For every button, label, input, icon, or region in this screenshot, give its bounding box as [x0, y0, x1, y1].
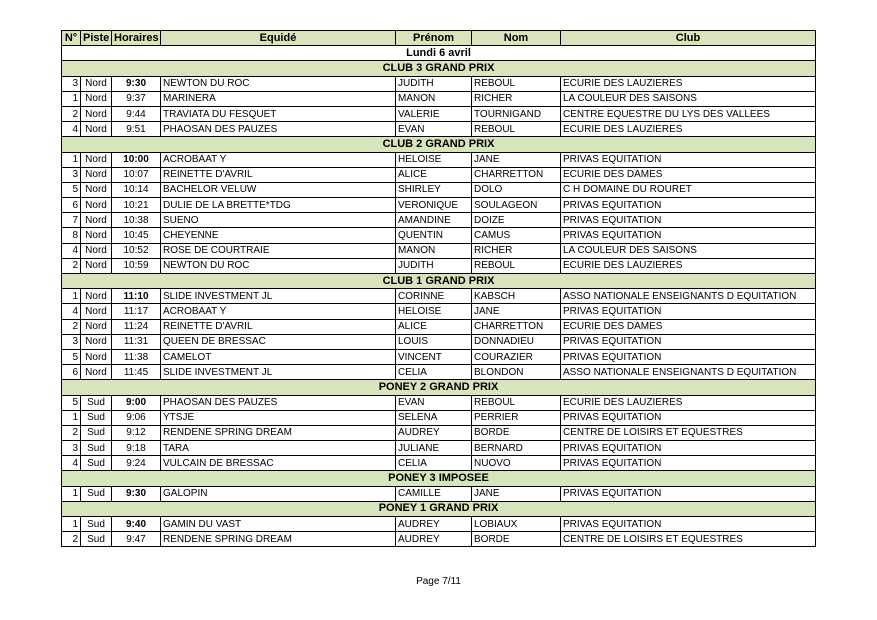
- table-row: [62, 334, 816, 349]
- header-piste: Piste: [81, 31, 112, 46]
- cell-piste: Nord: [81, 182, 112, 197]
- table-row: [62, 365, 816, 380]
- cell-horaires: 9:44: [112, 106, 161, 121]
- table-row: [62, 122, 816, 137]
- cell-equide: SLIDE INVESTMENT JL: [161, 365, 396, 380]
- cell-prenom: ALICE: [396, 167, 472, 182]
- cell-club: PRIVAS EQUITATION: [561, 198, 816, 213]
- cell-num: 2: [62, 319, 81, 334]
- cell-nom: BORDE: [472, 425, 561, 440]
- section-title: PONEY 2 GRAND PRIX: [62, 380, 816, 395]
- table-row: [62, 167, 816, 182]
- cell-nom: TOURNIGAND: [472, 106, 561, 121]
- cell-horaires: 11:10: [112, 289, 161, 304]
- cell-piste: Nord: [81, 213, 112, 228]
- cell-horaires: 11:17: [112, 304, 161, 319]
- cell-prenom: QUENTIN: [396, 228, 472, 243]
- cell-piste: Nord: [81, 122, 112, 137]
- cell-club: ECURIE DES LAUZIERES: [561, 76, 816, 91]
- table-row: [62, 349, 816, 364]
- section-header: [62, 380, 816, 395]
- table-row: [62, 456, 816, 471]
- cell-num: 1: [62, 289, 81, 304]
- cell-club: ECURIE DES LAUZIERES: [561, 258, 816, 273]
- cell-horaires: 9:47: [112, 532, 161, 547]
- cell-num: 1: [62, 410, 81, 425]
- cell-piste: Sud: [81, 517, 112, 532]
- section-header: [62, 501, 816, 516]
- date-row: [62, 46, 816, 61]
- cell-piste: Sud: [81, 532, 112, 547]
- cell-piste: Nord: [81, 76, 112, 91]
- cell-prenom: VALERIE: [396, 106, 472, 121]
- section-title: CLUB 3 GRAND PRIX: [62, 61, 816, 76]
- cell-horaires: 10:07: [112, 167, 161, 182]
- cell-equide: SLIDE INVESTMENT JL: [161, 289, 396, 304]
- cell-horaires: 10:52: [112, 243, 161, 258]
- cell-prenom: ALICE: [396, 319, 472, 334]
- cell-nom: REBOUL: [472, 122, 561, 137]
- cell-num: 5: [62, 349, 81, 364]
- cell-equide: DULIE DE LA BRETTE*TDG: [161, 198, 396, 213]
- cell-prenom: SHIRLEY: [396, 182, 472, 197]
- cell-prenom: JUDITH: [396, 258, 472, 273]
- cell-club: PRIVAS EQUITATION: [561, 213, 816, 228]
- cell-num: 8: [62, 228, 81, 243]
- cell-nom: CAMUS: [472, 228, 561, 243]
- section-header: [62, 61, 816, 76]
- cell-horaires: 10:14: [112, 182, 161, 197]
- cell-horaires: 9:12: [112, 425, 161, 440]
- header-num: N°: [62, 31, 81, 46]
- cell-prenom: CAMILLE: [396, 486, 472, 501]
- cell-prenom: LOUIS: [396, 334, 472, 349]
- cell-num: 5: [62, 395, 81, 410]
- cell-piste: Nord: [81, 319, 112, 334]
- cell-club: PRIVAS EQUITATION: [561, 228, 816, 243]
- cell-prenom: AMANDINE: [396, 213, 472, 228]
- cell-num: 4: [62, 456, 81, 471]
- header-horaires: Horaires: [112, 31, 161, 46]
- cell-club: C H DOMAINE DU ROURET: [561, 182, 816, 197]
- header-prenom: Prénom: [396, 31, 472, 46]
- cell-equide: YTSJE: [161, 410, 396, 425]
- cell-num: 4: [62, 304, 81, 319]
- table-row: [62, 258, 816, 273]
- table-row: [62, 441, 816, 456]
- cell-horaires: 11:45: [112, 365, 161, 380]
- cell-nom: RICHER: [472, 91, 561, 106]
- date-label: Lundi 6 avril: [62, 46, 816, 61]
- cell-horaires: 11:38: [112, 349, 161, 364]
- cell-equide: ROSE DE COURTRAIE: [161, 243, 396, 258]
- cell-horaires: 10:45: [112, 228, 161, 243]
- cell-prenom: AUDREY: [396, 532, 472, 547]
- cell-piste: Nord: [81, 91, 112, 106]
- cell-piste: Nord: [81, 152, 112, 167]
- cell-horaires: 9:06: [112, 410, 161, 425]
- cell-equide: GAMIN DU VAST: [161, 517, 396, 532]
- cell-club: CENTRE DE LOISIRS ET EQUESTRES: [561, 532, 816, 547]
- header-club: Club: [561, 31, 816, 46]
- cell-equide: RENDENE SPRING DREAM: [161, 425, 396, 440]
- cell-horaires: 9:51: [112, 122, 161, 137]
- cell-piste: Nord: [81, 365, 112, 380]
- cell-nom: JANE: [472, 304, 561, 319]
- section-title: PONEY 3 IMPOSEE: [62, 471, 816, 486]
- cell-nom: DOIZE: [472, 213, 561, 228]
- table-row: [62, 410, 816, 425]
- cell-piste: Sud: [81, 441, 112, 456]
- cell-piste: Nord: [81, 258, 112, 273]
- cell-num: 4: [62, 122, 81, 137]
- cell-club: PRIVAS EQUITATION: [561, 456, 816, 471]
- cell-horaires: 9:40: [112, 517, 161, 532]
- cell-prenom: MANON: [396, 243, 472, 258]
- cell-club: LA COULEUR DES SAISONS: [561, 91, 816, 106]
- cell-prenom: EVAN: [396, 395, 472, 410]
- cell-club: CENTRE DE LOISIRS ET EQUESTRES: [561, 425, 816, 440]
- table-row: [62, 289, 816, 304]
- table-row: [62, 152, 816, 167]
- cell-club: ASSO NATIONALE ENSEIGNANTS D EQUITATION: [561, 365, 816, 380]
- section-title: CLUB 2 GRAND PRIX: [62, 137, 816, 152]
- cell-nom: NUOVO: [472, 456, 561, 471]
- cell-club: PRIVAS EQUITATION: [561, 486, 816, 501]
- cell-nom: REBOUL: [472, 258, 561, 273]
- cell-club: PRIVAS EQUITATION: [561, 349, 816, 364]
- cell-num: 2: [62, 532, 81, 547]
- header-row: [62, 31, 816, 46]
- cell-club: PRIVAS EQUITATION: [561, 517, 816, 532]
- table-row: [62, 213, 816, 228]
- cell-prenom: JULIANE: [396, 441, 472, 456]
- cell-num: 3: [62, 441, 81, 456]
- cell-nom: CHARRETTON: [472, 319, 561, 334]
- cell-piste: Nord: [81, 243, 112, 258]
- cell-num: 1: [62, 517, 81, 532]
- cell-equide: TRAVIATA DU FESQUET: [161, 106, 396, 121]
- cell-num: 1: [62, 486, 81, 501]
- cell-piste: Nord: [81, 304, 112, 319]
- cell-club: PRIVAS EQUITATION: [561, 441, 816, 456]
- cell-nom: CHARRETTON: [472, 167, 561, 182]
- cell-club: ECURIE DES DAMES: [561, 319, 816, 334]
- cell-num: 5: [62, 182, 81, 197]
- cell-prenom: EVAN: [396, 122, 472, 137]
- cell-club: CENTRE EQUESTRE DU LYS DES VALLEES: [561, 106, 816, 121]
- table-row: [62, 198, 816, 213]
- cell-num: 2: [62, 106, 81, 121]
- cell-equide: VULCAIN DE BRESSAC: [161, 456, 396, 471]
- cell-equide: TARA: [161, 441, 396, 456]
- section-header: [62, 137, 816, 152]
- cell-nom: SOULAGEON: [472, 198, 561, 213]
- table-row: [62, 243, 816, 258]
- cell-num: 7: [62, 213, 81, 228]
- cell-horaires: 9:30: [112, 486, 161, 501]
- cell-piste: Nord: [81, 106, 112, 121]
- cell-nom: JANE: [472, 152, 561, 167]
- header-nom: Nom: [472, 31, 561, 46]
- cell-equide: PHAOSAN DES PAUZES: [161, 122, 396, 137]
- cell-equide: RENDENE SPRING DREAM: [161, 532, 396, 547]
- cell-horaires: 11:31: [112, 334, 161, 349]
- cell-piste: Nord: [81, 228, 112, 243]
- cell-num: 6: [62, 365, 81, 380]
- cell-nom: COURAZIER: [472, 349, 561, 364]
- cell-nom: LOBIAUX: [472, 517, 561, 532]
- cell-num: 2: [62, 258, 81, 273]
- cell-equide: REINETTE D'AVRIL: [161, 167, 396, 182]
- table-row: [62, 517, 816, 532]
- cell-piste: Sud: [81, 486, 112, 501]
- cell-club: ASSO NATIONALE ENSEIGNANTS D EQUITATION: [561, 289, 816, 304]
- cell-equide: NEWTON DU ROC: [161, 76, 396, 91]
- cell-piste: Nord: [81, 349, 112, 364]
- cell-piste: Sud: [81, 395, 112, 410]
- cell-piste: Sud: [81, 456, 112, 471]
- cell-horaires: 9:00: [112, 395, 161, 410]
- cell-num: 4: [62, 243, 81, 258]
- cell-horaires: 10:59: [112, 258, 161, 273]
- cell-nom: REBOUL: [472, 76, 561, 91]
- table-row: [62, 304, 816, 319]
- table-row: [62, 319, 816, 334]
- cell-num: 3: [62, 334, 81, 349]
- cell-club: ECURIE DES DAMES: [561, 167, 816, 182]
- cell-prenom: VINCENT: [396, 349, 472, 364]
- cell-prenom: CELIA: [396, 456, 472, 471]
- cell-equide: ACROBAAT Y: [161, 152, 396, 167]
- cell-horaires: 9:30: [112, 76, 161, 91]
- cell-piste: Nord: [81, 198, 112, 213]
- cell-num: 2: [62, 425, 81, 440]
- cell-club: PRIVAS EQUITATION: [561, 410, 816, 425]
- cell-prenom: CORINNE: [396, 289, 472, 304]
- cell-nom: BORDE: [472, 532, 561, 547]
- cell-horaires: 9:37: [112, 91, 161, 106]
- table-row: [62, 76, 816, 91]
- cell-horaires: 10:38: [112, 213, 161, 228]
- cell-nom: BERNARD: [472, 441, 561, 456]
- cell-club: PRIVAS EQUITATION: [561, 304, 816, 319]
- table-row: [62, 182, 816, 197]
- cell-nom: BLONDON: [472, 365, 561, 380]
- cell-horaires: 11:24: [112, 319, 161, 334]
- cell-equide: CAMELOT: [161, 349, 396, 364]
- cell-num: 3: [62, 167, 81, 182]
- cell-club: ECURIE DES LAUZIERES: [561, 395, 816, 410]
- table-row: [62, 91, 816, 106]
- cell-prenom: HELOISE: [396, 304, 472, 319]
- cell-equide: GALOPIN: [161, 486, 396, 501]
- cell-nom: PERRIER: [472, 410, 561, 425]
- cell-prenom: HELOISE: [396, 152, 472, 167]
- cell-club: ECURIE DES LAUZIERES: [561, 122, 816, 137]
- cell-horaires: 10:21: [112, 198, 161, 213]
- cell-club: PRIVAS EQUITATION: [561, 152, 816, 167]
- section-header: [62, 471, 816, 486]
- table-row: [62, 425, 816, 440]
- cell-equide: REINETTE D'AVRIL: [161, 319, 396, 334]
- cell-prenom: SELENA: [396, 410, 472, 425]
- cell-num: 1: [62, 91, 81, 106]
- cell-equide: QUEEN DE BRESSAC: [161, 334, 396, 349]
- cell-nom: JANE: [472, 486, 561, 501]
- cell-nom: DOLO: [472, 182, 561, 197]
- section-title: PONEY 1 GRAND PRIX: [62, 501, 816, 516]
- table-row: [62, 106, 816, 121]
- cell-club: LA COULEUR DES SAISONS: [561, 243, 816, 258]
- cell-horaires: 9:24: [112, 456, 161, 471]
- cell-prenom: AUDREY: [396, 517, 472, 532]
- cell-equide: NEWTON DU ROC: [161, 258, 396, 273]
- cell-num: 6: [62, 198, 81, 213]
- cell-prenom: VERONIQUE: [396, 198, 472, 213]
- cell-nom: DONNADIEU: [472, 334, 561, 349]
- cell-club: PRIVAS EQUITATION: [561, 334, 816, 349]
- cell-equide: MARINERA: [161, 91, 396, 106]
- cell-horaires: 10:00: [112, 152, 161, 167]
- cell-piste: Nord: [81, 167, 112, 182]
- schedule-table: [61, 30, 816, 547]
- cell-equide: CHEYENNE: [161, 228, 396, 243]
- cell-num: 3: [62, 76, 81, 91]
- cell-piste: Sud: [81, 425, 112, 440]
- cell-nom: REBOUL: [472, 395, 561, 410]
- table-row: [62, 532, 816, 547]
- section-header: [62, 274, 816, 289]
- cell-equide: ACROBAAT Y: [161, 304, 396, 319]
- cell-equide: SUENO: [161, 213, 396, 228]
- cell-equide: BACHELOR VELUW: [161, 182, 396, 197]
- cell-prenom: CELIA: [396, 365, 472, 380]
- cell-piste: Sud: [81, 410, 112, 425]
- cell-nom: KABSCH: [472, 289, 561, 304]
- section-title: CLUB 1 GRAND PRIX: [62, 274, 816, 289]
- header-equide: Equidé: [161, 31, 396, 46]
- table-row: [62, 395, 816, 410]
- cell-prenom: JUDITH: [396, 76, 472, 91]
- page-number: Page 7/11: [416, 576, 461, 587]
- cell-nom: RICHER: [472, 243, 561, 258]
- table-row: [62, 228, 816, 243]
- cell-piste: Nord: [81, 334, 112, 349]
- cell-prenom: MANON: [396, 91, 472, 106]
- cell-horaires: 9:18: [112, 441, 161, 456]
- cell-prenom: AUDREY: [396, 425, 472, 440]
- cell-equide: PHAOSAN DES PAUZES: [161, 395, 396, 410]
- table-row: [62, 486, 816, 501]
- cell-piste: Nord: [81, 289, 112, 304]
- cell-num: 1: [62, 152, 81, 167]
